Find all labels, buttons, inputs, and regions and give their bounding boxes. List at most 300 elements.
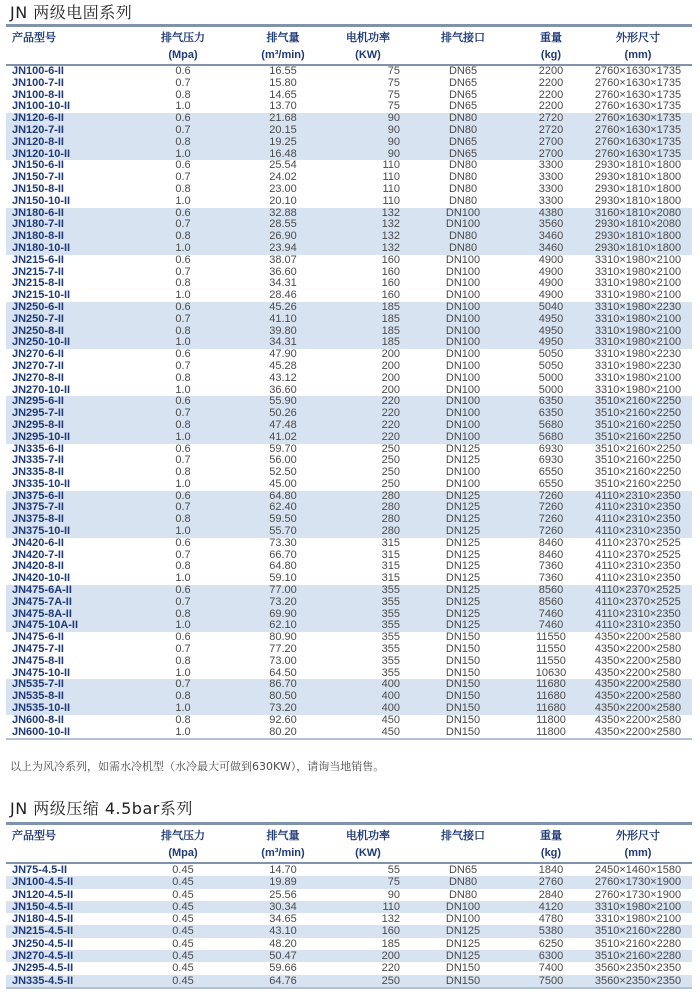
cell-flow: 77.20 [269,643,297,656]
cell-model: JN250-10-II [6,337,128,349]
cell-outlet: DN80 [448,194,478,207]
cell-weight: 3460 [518,243,584,255]
cell-outlet: DN80 [448,159,478,172]
cell-power: 110 [382,182,400,195]
cell-flow: 45.00 [269,477,297,490]
cell-weight: 2200 [538,88,564,101]
table-row [6,514,692,526]
table-row [6,526,692,538]
cell-pressure: 0.6 [128,302,238,314]
cell-flow: 34.31 [238,337,328,349]
cell-outlet: DN150 [445,654,481,667]
table-row [6,349,692,361]
cell-model: JN420-6-II [12,536,64,549]
table-row [6,420,692,432]
cell-flow: 64.76 [238,975,328,988]
table-row [6,573,692,585]
cell-weight: 2840 [538,888,564,901]
cell-power: 450 [381,713,400,726]
cell-power: 75 [387,76,400,89]
cell-outlet: DN65 [408,137,518,149]
cell-dimensions: 4350×2200×2580 [594,654,682,667]
cell-dimensions: 4350×2200×2580 [594,631,682,644]
cell-dimensions: 2760×1630×1735 [584,125,692,137]
cell-pressure: 0.8 [175,277,191,290]
cell-power: 250 [381,442,400,455]
cell-pressure: 0.6 [175,631,191,644]
cell-model: JN100-4.5-II [6,876,128,888]
cell-dimensions: 4350×2200×2580 [594,725,682,738]
cell-dimensions: 3510×2160×2250 [594,466,682,479]
cell-flow: 23.94 [238,243,328,255]
cell-weight: 6930 [538,454,564,467]
cell-dimensions: 3510×2160×2250 [584,408,692,420]
cell-weight: 7260 [518,502,584,514]
cell-outlet: DN125 [408,526,518,538]
table-header-row [6,26,692,66]
cell-model: JN335-7-II [12,454,64,467]
cell-dimensions: 2930×1810×1800 [594,182,682,195]
cell-flow: 34.31 [269,277,297,290]
cell-outlet: DN125 [408,585,518,597]
cell-weight: 5680 [518,432,584,444]
cell-weight: 11550 [536,654,566,667]
cell-model: JN180-10-II [6,243,128,255]
cell-power: 220 [328,408,408,420]
cell-pressure: 0.7 [128,314,238,326]
cell-outlet: DN65 [408,149,518,161]
cell-flow: 25.54 [269,159,297,172]
cell-flow: 21.68 [238,113,328,125]
cell-power: 110 [382,159,400,172]
cell-pressure: 0.7 [128,679,238,691]
table-row [6,715,692,727]
cell-power: 110 [382,194,400,207]
cell-outlet: DN125 [445,560,481,573]
cell-weight: 3560 [518,219,584,231]
cell-dimensions: 4350×2200×2580 [584,703,692,715]
table-row [6,597,692,609]
cell-dimensions: 4350×2200×2580 [594,643,682,656]
cell-dimensions: 2760×1730×1900 [584,876,692,888]
cell-power: 220 [328,420,408,432]
cell-power: 200 [381,348,400,361]
table-row [6,455,692,467]
cell-weight: 7360 [538,560,564,573]
cell-dimensions: 4110×2310×2350 [584,609,692,621]
cell-power: 280 [328,502,408,514]
table-row [6,632,692,644]
cell-model: JN475-7-II [12,643,64,656]
cell-flow: 64.80 [238,491,328,503]
cell-power: 280 [328,514,408,526]
cell-power: 132 [328,208,408,220]
cell-dimensions: 3510×2160×2280 [584,925,692,937]
cell-outlet: DN125 [445,572,481,585]
cell-flow: 28.55 [238,219,328,231]
cell-pressure: 0.7 [175,265,191,278]
cell-weight: 2700 [518,137,584,149]
cell-outlet: DN65 [448,88,478,101]
cell-flow: 92.60 [269,713,297,726]
cell-flow: 80.50 [238,691,328,703]
cell-pressure: 0.45 [172,937,194,950]
cell-power: 200 [381,371,400,384]
cell-pressure: 1.0 [175,666,191,679]
cell-pressure: 0.7 [175,76,191,89]
table-row [6,644,692,656]
cell-model: JN75-4.5-II [12,864,68,876]
cell-flow: 73.00 [269,654,297,667]
cell-pressure: 0.6 [128,491,238,503]
table-row [6,502,692,514]
cell-model: JN335-4.5-II [6,975,128,988]
cell-dimensions: 3310×1980×2100 [584,326,692,338]
cell-power: 185 [328,314,408,326]
cell-outlet: DN150 [445,643,481,656]
cell-pressure: 1.0 [128,149,238,161]
cell-power: 132 [381,913,400,926]
cell-model: JN215-10-II [12,289,71,302]
cell-weight: 11550 [536,643,566,656]
cell-pressure: 0.45 [172,913,194,926]
cell-power: 132 [328,243,408,255]
cell-flow: 41.02 [238,432,328,444]
cell-flow: 41.10 [238,314,328,326]
cell-weight: 3300 [538,182,564,195]
table-row [6,101,692,113]
cell-pressure: 0.7 [175,454,191,467]
cell-pressure: 0.7 [175,359,191,372]
cell-outlet: DN150 [445,713,481,726]
cell-pressure: 0.8 [128,326,238,338]
cell-outlet: DN150 [445,666,481,679]
table-row [6,90,692,102]
cell-model: JN120-7-II [6,125,128,137]
cell-pressure: 0.6 [175,536,191,549]
cell-pressure: 0.7 [128,125,238,137]
cell-model: JN270-4.5-II [6,950,128,962]
cell-weight: 4950 [518,326,584,338]
cell-pressure: 0.45 [172,864,194,876]
cell-flow: 14.65 [269,88,297,101]
cell-weight: 2200 [538,65,564,77]
table-row [6,149,692,161]
cell-weight: 5040 [518,302,584,314]
cell-pressure: 0.8 [175,560,191,573]
cell-flow: 80.20 [269,725,297,738]
table-row [6,703,692,715]
header-power: 电机功率 (KW) [346,830,390,859]
cell-model: JN295-8-II [6,420,128,432]
cell-outlet: DN125 [445,937,481,950]
table-row [6,550,692,562]
cell-flow: 64.50 [269,666,297,679]
cell-pressure: 1.0 [175,725,191,738]
cell-flow: 59.66 [269,962,297,975]
cell-pressure: 1.0 [175,383,191,396]
cell-weight: 5050 [538,348,564,361]
cell-model: JN250-4.5-II [12,937,74,950]
cell-power: 355 [381,643,400,656]
cell-weight: 5680 [518,420,584,432]
table-row [6,326,692,338]
cell-weight: 11680 [518,703,584,715]
cell-outlet: DN80 [408,231,518,243]
table-row [6,863,692,876]
cell-weight: 7500 [518,975,584,988]
cell-pressure: 0.45 [128,950,238,962]
cell-outlet: DN100 [408,314,518,326]
cell-dimensions: 3510×2160×2250 [584,432,692,444]
cell-outlet: DN125 [408,925,518,937]
cell-flow: 39.80 [238,326,328,338]
cell-weight: 5000 [538,371,564,384]
cell-power: 185 [381,937,400,950]
cell-pressure: 0.8 [175,713,191,726]
cell-pressure: 0.8 [128,691,238,703]
cell-pressure: 0.6 [128,113,238,125]
cell-dimensions: 3510×2160×2280 [594,937,682,950]
table-row [6,950,692,962]
cell-power: 200 [381,359,400,372]
cell-flow: 13.70 [269,100,297,113]
cell-flow: 43.10 [238,925,328,937]
cell-outlet: DN100 [408,901,518,913]
cell-pressure: 0.6 [128,208,238,220]
cell-weight: 2720 [518,113,584,125]
cell-model: JN180-7-II [6,219,128,231]
table-row [6,408,692,420]
cell-power: 315 [381,560,400,573]
cell-weight: 2700 [518,149,584,161]
table-row [6,668,692,680]
cell-weight: 6250 [538,937,564,950]
cell-flow: 56.00 [269,454,297,467]
table-row [6,373,692,385]
header-flow: 排气量 (m³/min) [261,830,305,859]
table-row [6,561,692,573]
cell-weight: 5380 [518,925,584,937]
cell-power: 200 [381,383,400,396]
cell-weight: 4900 [538,277,564,290]
cell-dimensions: 4350×2200×2580 [594,666,682,679]
cell-outlet: DN100 [445,253,481,266]
cell-weight: 10630 [535,666,567,679]
cell-flow: 62.40 [238,502,328,514]
header-model: 产品型号 [12,32,56,44]
cell-power: 75 [387,88,400,101]
cell-flow: 55.70 [238,526,328,538]
table-row [6,975,692,988]
header-flow: 排气量 (m³/min) [261,32,305,61]
cell-dimensions: 4110×2310×2350 [595,560,681,573]
cell-outlet: DN150 [408,703,518,715]
cell-power: 250 [381,466,400,479]
cell-weight: 6930 [538,442,564,455]
cell-dimensions: 3310×1980×2100 [584,337,692,349]
table-row [6,620,692,632]
header-weight: 重量 (kg) [540,32,562,61]
cell-power: 355 [328,609,408,621]
cell-power: 355 [328,585,408,597]
cell-pressure: 0.8 [175,88,191,101]
cell-weight: 11800 [536,725,566,738]
cell-power: 160 [381,253,400,266]
cell-flow: 66.70 [269,548,297,561]
cell-power: 400 [328,679,408,691]
cell-pressure: 1.0 [128,337,238,349]
table-row [6,231,692,243]
cell-model: JN215-7-II [12,265,64,278]
cell-model: JN295-6-II [6,396,128,408]
cell-pressure: 0.45 [172,962,194,975]
cell-model: JN475-6-II [12,631,64,644]
cell-pressure: 1.0 [175,477,191,490]
cell-model: JN215-8-II [12,277,64,290]
cell-outlet: DN80 [408,113,518,125]
table-row [6,444,692,456]
cell-pressure: 0.6 [128,585,238,597]
spec-table-4-5bar [6,822,692,989]
cell-power: 220 [328,396,408,408]
cell-weight: 4950 [518,337,584,349]
cell-dimensions: 4110×2310×2350 [584,526,692,538]
table-row [6,243,692,255]
cell-power: 110 [382,171,400,184]
cell-pressure: 1.0 [128,526,238,538]
cell-flow: 20.10 [269,194,297,207]
cell-pressure: 0.7 [128,219,238,231]
cell-outlet: DN100 [408,420,518,432]
cell-outlet: DN150 [445,631,481,644]
cell-pressure: 0.45 [128,975,238,988]
header-outlet: 排气接口 [441,830,485,842]
cell-weight: 1840 [538,864,564,876]
cell-flow: 20.15 [238,125,328,137]
cell-weight: 8460 [538,536,564,549]
header-pressure: 排气压力 (Mpa) [161,830,205,859]
cell-model: JN270-8-II [12,371,64,384]
cell-dimensions: 4110×2310×2350 [584,514,692,526]
cell-weight: 11680 [518,691,584,703]
cell-pressure: 0.45 [128,901,238,913]
cell-dimensions: 2760×1630×1735 [594,76,682,89]
cell-model: JN335-8-II [12,466,64,479]
cell-power: 200 [328,950,408,962]
cell-outlet: DN80 [448,888,478,901]
cell-weight: 2720 [518,125,584,137]
cell-model: JN375-6-II [6,491,128,503]
table-body-4-5bar [6,863,692,988]
cell-outlet: DN100 [408,337,518,349]
cell-dimensions: 3160×1810×2080 [584,208,692,220]
cell-outlet: DN100 [445,383,481,396]
cell-pressure: 0.6 [128,396,238,408]
cell-pressure: 1.0 [128,432,238,444]
cell-model: JN120-6-II [6,113,128,125]
cell-model: JN335-6-II [12,442,64,455]
cell-weight: 2760 [518,876,584,888]
cell-model: JN180-4.5-II [12,913,74,926]
cell-power: 280 [328,526,408,538]
cell-model: JN120-8-II [6,137,128,149]
cell-outlet: DN100 [408,432,518,444]
cell-model: JN150-10-II [12,194,71,207]
cell-dimensions: 3510×2160×2250 [584,396,692,408]
cell-weight: 6350 [518,396,584,408]
cell-power: 315 [381,572,400,585]
cell-dimensions: 4110×2310×2350 [584,502,692,514]
cell-pressure: 0.8 [128,514,238,526]
cell-weight: 7460 [518,609,584,621]
cell-power: 132 [328,231,408,243]
cell-outlet: DN65 [448,100,478,113]
cell-flow: 43.12 [269,371,297,384]
cell-power: 250 [381,477,400,490]
cell-model: JN475-6A-II [6,585,128,597]
cell-weight: 6550 [538,466,564,479]
cell-dimensions: 3310×1980×2100 [594,383,682,396]
cell-weight: 4900 [538,253,564,266]
cell-outlet: DN100 [408,326,518,338]
cell-model: JN270-10-II [12,383,71,396]
cell-power: 75 [328,876,408,888]
cell-outlet: DN125 [408,514,518,526]
cell-power: 355 [381,666,400,679]
cell-dimensions: 3560×2350×2350 [594,962,682,975]
cell-dimensions: 2760×1630×1735 [594,65,682,77]
cell-outlet: DN100 [445,348,481,361]
cell-outlet: DN80 [408,243,518,255]
section-title-4-5bar: JN 两级压缩 4.5bar系列 [10,799,193,818]
table-row [6,491,692,503]
cell-weight: 3300 [538,194,564,207]
cell-power: 450 [381,725,400,738]
cell-dimensions: 2760×1730×1900 [594,888,682,901]
cell-flow: 36.60 [269,265,297,278]
table-row [6,479,692,491]
cell-model: JN375-7-II [6,502,128,514]
table-row [6,913,692,925]
table-row [6,172,692,184]
cell-model: JN215-6-II [12,253,64,266]
cell-dimensions: 2760×1630×1735 [584,149,692,161]
table-row [6,184,692,196]
cell-model: JN475-8-II [12,654,64,667]
cell-model: JN420-10-II [12,572,71,585]
cell-weight: 7260 [518,526,584,538]
cell-flow: 55.90 [238,396,328,408]
cell-model: JN120-4.5-II [12,888,74,901]
cell-power: 132 [328,219,408,231]
cell-weight: 4780 [538,913,564,926]
cell-pressure: 0.8 [128,609,238,621]
cell-dimensions: 4110×2370×2525 [595,548,681,561]
cell-pressure: 1.0 [175,572,191,585]
cell-weight: 4900 [538,289,564,302]
cell-model: JN250-6-II [6,302,128,314]
cell-flow: 24.02 [269,171,297,184]
cell-model: JN375-8-II [6,514,128,526]
cell-flow: 23.00 [269,182,297,195]
cell-weight: 3300 [538,159,564,172]
table-row [6,901,692,913]
cell-flow: 69.90 [238,609,328,621]
cell-power: 315 [381,536,400,549]
cell-model: JN100-10-II [12,100,71,113]
cell-outlet: DN65 [448,65,478,77]
